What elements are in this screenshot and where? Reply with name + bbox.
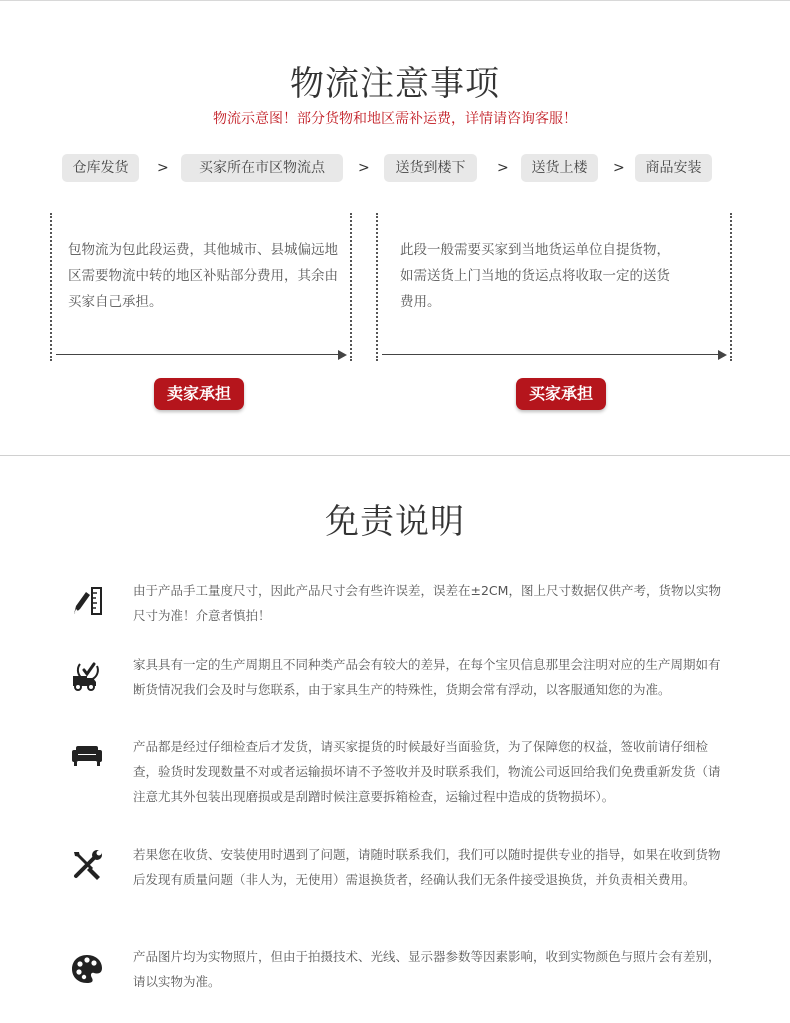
buyer-arrow-head-icon: [718, 350, 727, 360]
left-section-boundary: [50, 213, 52, 361]
seller-segment-arrow: [56, 354, 338, 355]
section-divider: [0, 455, 790, 456]
logistics-notice: 物流示意图！部分货物和地区需补运费，详情请咨询客服！: [213, 111, 577, 127]
step-installation: 商品安装: [635, 154, 712, 182]
top-divider: [0, 0, 790, 1]
step-separator: >: [497, 160, 509, 176]
buyer-segment-arrow: [382, 354, 718, 355]
seller-segment-text: 包物流为包此段运费，其他城市、县城偏远地区需要物流中转的地区补贴部分费用，其余由买家自己承担。: [68, 242, 338, 310]
disclaimer-text: 若果您在收货、安装使用时遇到了问题，请随时联系我们，我们可以随时提供专业的指导，如果在收到货物后发现有质量问题（非人为，无使用）需退换货者，经确认我们无条件接受退换货，并负责相关费用。: [133, 847, 721, 887]
logistics-title: 物流注意事项: [290, 64, 500, 104]
step-separator: >: [613, 160, 625, 176]
buyer-segment-text: 此段一般需要买家到当地货运单位自提货物，如需送货上门当地的货运点将收取一定的送货费用。: [400, 242, 670, 310]
sofa-icon: [70, 738, 104, 772]
disclaimer-text: 产品都是经过仔细检查后才发货，请买家提货的时候最好当面验货，为了保障您的权益，签收前请仔细检查，验货时发现数量不对或者运输损坏请不予签收并及时联系我们，物流公司返回给我们免费重新发货（请注意尤其外包装出现磨损或是刮蹭时候注意要拆箱检查，运输过程中造成的货物损坏）。: [133, 739, 721, 804]
seller-arrow-head-icon: [338, 350, 347, 360]
middle-section-boundary: [350, 213, 352, 361]
disclaimer-title: 免责说明: [325, 502, 465, 542]
seller-pays-badge: 卖家承担: [154, 378, 244, 410]
delivery-truck-icon: [70, 658, 104, 692]
disclaimer-text: 产品图片均为实物照片，但由于拍摄技术、光线、显示器参数等因素影响，收到实物颜色与照片会有差别，请以实物为准。: [133, 949, 721, 989]
step-upstairs: 送货上楼: [521, 154, 598, 182]
step-city-point: 买家所在市区物流点: [181, 154, 343, 182]
step-separator: >: [358, 160, 370, 176]
wrench-screwdriver-icon: [70, 848, 104, 882]
ruler-pencil-icon: [70, 584, 104, 618]
step-warehouse: 仓库发货: [62, 154, 139, 182]
disclaimer-text: 由于产品手工量度尺寸，因此产品尺寸会有些许误差，误差在±2CM，图上尺寸数据仅供产考，货物以实物尺寸为准！介意者慎拍！: [133, 583, 721, 623]
buyer-pays-badge: 买家承担: [516, 378, 606, 410]
disclaimer-text: 家具具有一定的生产周期且不同种类产品会有较大的差异，在每个宝贝信息那里会注明对应的生产周期如有断货情况我们会及时与您联系，由于家具生产的特殊性，货期会常有浮动，以客服通知您的为准。: [133, 657, 721, 697]
middle-section-boundary-2: [376, 213, 378, 361]
right-section-boundary: [730, 213, 732, 361]
step-downstairs: 送货到楼下: [384, 154, 477, 182]
step-separator: >: [157, 160, 169, 176]
palette-icon: [70, 952, 104, 986]
